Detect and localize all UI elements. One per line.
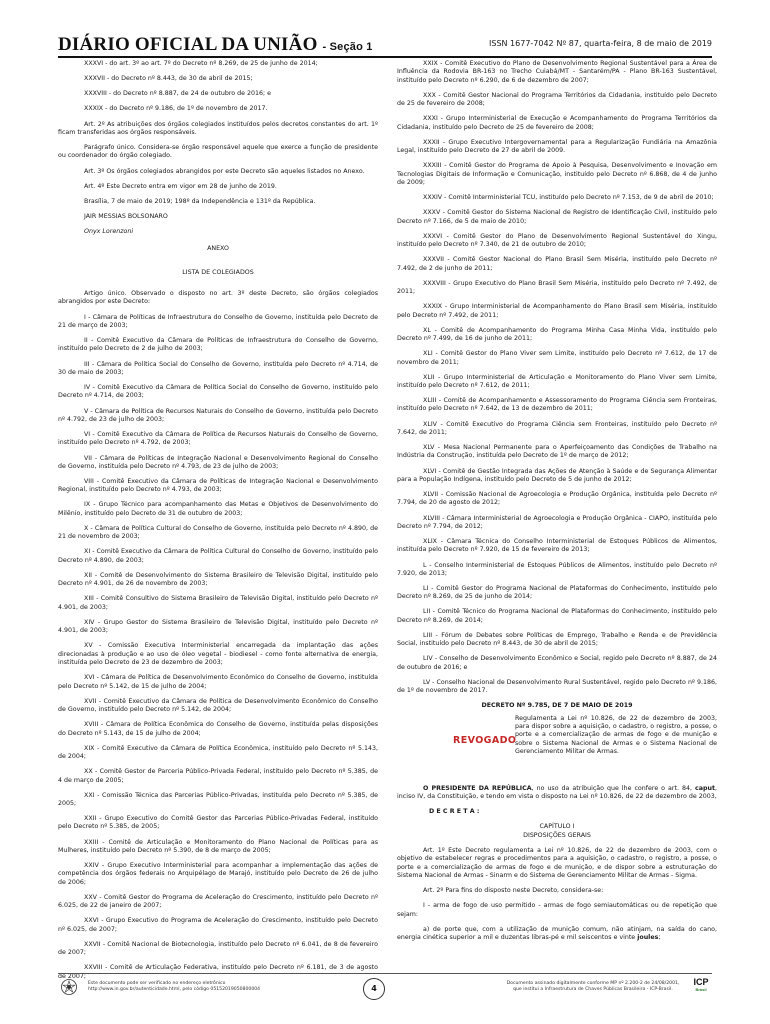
decree-paragraph: XXXVII - do Decreto nº 8.443, de 30 de abril de 2015;: [84, 75, 253, 83]
colegiado-item: XIII - Comitê Consultivo do Sistema Brasileiro de Televisão Digital, instituído pelo Decreto nº 4.901, de 2003;: [58, 595, 378, 611]
decree-header-block: [397, 715, 717, 779]
signature-line-2: que institui a Infraestrutura de Chaves Públicas Brasileira - ICP-Brasil.: [513, 987, 673, 992]
section-label: - Seção 1: [322, 41, 373, 53]
colegiado-item: XXV - Comitê Gestor do Programa de Aceleração do Crescimento, instituído pelo Decreto nº 6.025, de 22 de janeiro de 2007;: [58, 893, 378, 910]
colegiado-item: XLIX - Câmara Técnica do Conselho Interministerial de Estoques Públicos de Alimentos, instituída pelo Decreto nº 7.920, de 15 de fevereiro de 2013;: [397, 538, 717, 554]
authenticity-line-2: http://www.in.gov.br/autenticidade.html, pelo código 05152019050800004: [88, 987, 261, 992]
item-a-joules: joules: [637, 934, 659, 942]
signer-name: JAIR MESSIAS BOLSONARO: [84, 212, 168, 220]
newspaper-title: [58, 34, 373, 56]
colegiado-item: LII - Comitê Técnico do Programa Nacional de Plataformas do Conhecimento, instituído pelo Decreto nº 8.269, de 2014;: [397, 608, 717, 624]
colegiado-item: XVIII - Câmara de Política Econômica do Conselho de Governo, instituída pelas disposições do Decreto nº 5.143, de 15 de julho de 2004;: [58, 721, 378, 737]
colegiados-list-continued: [397, 60, 717, 696]
preamble-caput: caput: [694, 784, 715, 792]
colegiado-item: IX - Grupo Técnico para acompanhamento das Metas e Objetivos de Desenvolvimento do Milênio, instituído pelo Decreto de 31 de outubro de 2003;: [58, 501, 378, 517]
colegiado-item: L - Conselho Interministerial de Estoques Públicos de Alimentos, instituído pelo Decreto nº 7.920, de 2013;: [397, 561, 717, 577]
right-column: [397, 60, 717, 949]
colegiado-item: XXX - Comitê Gestor Nacional do Programa Territórios da Cidadania, instituído pelo Decreto de 25 de fevereiro de 2008;: [397, 91, 717, 108]
article-2: Art. 2º Para fins do disposto neste Decreto, considera-se:: [423, 887, 604, 895]
colegiado-item: XLVI - Comitê de Gestão Integrada das Ações de Atenção à Saúde e de Segurança Alimentar para a População Indígena, instituído pelo Decreto de 5 de junho de 2012;: [397, 467, 717, 483]
colegiado-item: XLVII - Comissão Nacional de Agroecologia e Produção Orgânica, instituída pelo Decreto nº 7.794, de 20 de agosto de 2012;: [397, 491, 717, 507]
colegiado-item: XLVIII - Câmara Interministerial de Agroecologia e Produção Orgânica - CIAPO, instituída pelo Decreto nº 7.794, de 2012;: [397, 514, 717, 530]
colegiado-item: XXXII - Grupo Executivo Intergovernamental para a Regularização Fundiária na Amazônia Legal, instituído pelo Decreto de 27 de abril de 2009.: [397, 138, 717, 155]
colegiado-item: XIV - Grupo Gestor do Sistema Brasileiro de Televisão Digital, instituído pelo Decreto nº 4.901, de 2003;: [58, 618, 378, 635]
colegiado-item: LV - Conselho Nacional de Desenvolvimento Rural Sustentável, regido pelo Decreto nº 9.186, de 1º de novembro de 2017.: [397, 678, 717, 695]
decree-paragraph: Art. 2º As atribuições dos órgãos colegiados instituídos pelos decretos constantes do art. 1º ficam transferidas aos órgãos responsáveis.: [58, 120, 378, 136]
colegiado-item: VIII - Comitê Executivo da Câmara de Políticas de Integração Nacional e Desenvolvimento Regional, instituído pelo Decreto nº 4.793, de 2003;: [58, 478, 378, 494]
colegiado-item: XII - Comitê de Desenvolvimento do Sistema Brasileiro de Televisão Digital, instituído pelo Decreto nº 4.901, de 26 de novembro de 2003;: [58, 571, 378, 588]
authenticity-note: [88, 981, 288, 993]
title-text: DIÁRIO OFICIAL DA UNIÃO: [58, 34, 318, 55]
edition-date: Nº 87, quarta-feira, 8 de maio de 2019: [556, 39, 712, 48]
decreta-heading: D E C R E T A :: [429, 808, 480, 816]
decree-paragraph: XXXVI - do art. 3º ao art. 7º do Decreto nº 8.269, de 25 de junho de 2014;: [84, 60, 318, 67]
colegiado-item: XX - Comitê Gestor de Parceria Público-Privada Federal, instituído pelo Decreto nº 5.385, de 4 de março de 2005;: [58, 768, 378, 784]
page-footer: [58, 974, 712, 1002]
decree-paragraph: Parágrafo único. Considera-se órgão responsável aquele que exerce a função de presidente ou coordenador do órgão colegiado.: [58, 144, 378, 160]
chapter-title: DISPOSIÇÕES GERAIS: [523, 831, 591, 839]
colegiado-item: XXXV - Comitê Gestor do Sistema Nacional de Registro de Identificação Civil, instituído pelo Decreto nº 7.166, de 5 de maio de 2010;: [397, 209, 717, 225]
signature-line-1: Documento assinado digitalmente conforme MP nº 2.200-2 de 24/08/2001,: [506, 981, 680, 986]
colegiado-item: VII - Câmara de Políticas de Integração Nacional e Desenvolvimento Regional do Conselho de Governo, instituída pelo Decreto nº 4.793, de 23 de julho de 2003;: [58, 454, 378, 470]
colegiado-item: V - Câmara de Política de Recursos Naturais do Conselho de Governo, instituída pelo Decreto nº 4.792, de 23 de julho de 2003;: [58, 407, 378, 423]
colegiado-item: II - Comitê Executivo da Câmara de Políticas de Infraestrutura do Conselho de Governo, instituído pelo Decreto de 2 de julho de 2003;: [58, 337, 378, 353]
decree-title: DECRETO Nº 9.785, DE 7 DE MAIO DE 2019: [481, 702, 633, 710]
brasao-republica-icon: [60, 978, 78, 996]
colegiado-item: XI - Comitê Executivo da Câmara de Política Cultural do Conselho de Governo, instituído pelo Decreto nº 4.890, de 2003;: [58, 548, 378, 564]
colegiado-item: LIV - Conselho de Desenvolvimento Econômico e Social, regido pelo Decreto nº 8.887, de 24 de outubro de 2016; e: [397, 655, 717, 671]
colegiado-item: XXIX - Comitê Executivo do Plano de Desenvolvimento Regional Sustentável para a Área de Influência da Rodovia BR-163 no Trecho Cuiabá/MT - Santarém/PA - Plano BR-163 Sustentável, instituído pelo Decreto nº 6.290, de 6 de dezembro de 2007;: [397, 60, 717, 84]
preamble-text-end: , inciso IV, da Constituição, e tendo em vista o disposto na Lei nº 10.826, de 22 de dezembro de 2003,: [397, 784, 717, 801]
colegiado-item: I - Câmara de Políticas de Infraestrutura do Conselho de Governo, instituída pelo Decreto de 21 de março de 2003;: [58, 313, 378, 329]
signature-note: [502, 981, 684, 993]
colegiado-item: XVII - Comitê Executivo da Câmara de Política de Desenvolvimento Econômico do Conselho de Governo, instituído pelo Decreto nº 5.142, de 2004;: [58, 697, 378, 714]
decree-ementa: Regulamenta a Lei nº 10.826, de 22 de dezembro de 2003, para dispor sobre a aquisição, o cadastro, o registro, a posse, o porte e a comercialização de armas de fogo e de munição e sobre o Sistema Nacional de Armas e o Sistema Nacional de Gerenciamento Militar de Armas.: [515, 714, 717, 756]
colegiado-item: XXXVIII - Grupo Executivo do Plano Brasil Sem Miséria, instituído pelo Decreto nº 7.492, de 2011;: [397, 279, 717, 296]
colegiado-item: Artigo único. Observado o disposto no art. 3º deste Decreto, são órgãos colegiados abrangidos por este Decreto:: [58, 290, 378, 306]
header-rule: [58, 56, 712, 58]
colegiado-item: XVI - Câmara de Política de Desenvolvimento Econômico do Conselho de Governo, instituída pelo Decreto nº 5.142, de 15 de julho de 2004;: [58, 674, 378, 690]
colegiado-item: XLI - Comitê Gestor do Plano Viver sem Limite, instituído pelo Decreto nº 7.612, de 17 de novembro de 2011;: [397, 350, 717, 366]
decree-paragraph: XXXIX - do Decreto nº 9.186, de 1º de novembro de 2017.: [84, 105, 268, 113]
list-title: LISTA DE COLEGIADOS: [182, 268, 254, 276]
colegiado-item: XXXVII - Comitê Gestor Nacional do Plano Brasil Sem Miséria, instituído pelo Decreto nº 7.492, de 2 de junho de 2011;: [397, 256, 717, 272]
colegiado-item: XXXIX - Grupo Interministerial de Acompanhamento do Plano Brasil sem Miséria, instituído pelo Decreto nº 7.492, de 2011;: [397, 303, 717, 319]
decree-paragraph: Brasília, 7 de maio de 2019; 198º da Independência e 131º da República.: [84, 197, 316, 205]
colegiado-item: LI - Comitê Gestor do Programa Nacional de Plataformas do Conhecimento, instituído pelo Decreto nº 8.269, de 25 de junho de 2014;: [397, 585, 717, 601]
item-a-end: ;: [658, 934, 661, 942]
preamble: [397, 785, 717, 802]
colegiado-item: XLIV - Comitê Executivo do Programa Ciência sem Fronteiras, instituído pelo Decreto nº 7.642, de 2011;: [397, 420, 717, 436]
colegiado-item: XXII - Grupo Executivo do Comitê Gestor das Parcerias Público-Privadas Federal, instituído pelo Decreto nº 5.385, de 2005;: [58, 815, 378, 831]
page-header: [58, 34, 712, 56]
colegiado-item: XIX - Comitê Executivo da Câmara de Política Econômica, instituído pelo Decreto nº 5.143, de 2004;: [58, 744, 378, 761]
authenticity-line-1: Este documento pode ser verificado no endereço eletrônico: [88, 981, 226, 986]
article-2-item-i: I - arma de fogo de uso permitido - armas de fogo semiautomáticas ou de repetição que sejam:: [397, 902, 717, 918]
issn: ISSN 1677-7042: [489, 39, 554, 48]
colegiado-item: XL - Comitê de Acompanhamento do Programa Minha Casa Minha Vida, instituído pelo Decreto nº 7.499, de 16 de junho de 2011;: [397, 326, 717, 343]
page-number: 4: [363, 978, 385, 1000]
colegiado-item: VI - Comitê Executivo da Câmara de Política de Recursos Naturais do Conselho de Governo, instituído pelo Decreto nº 4.792, de 2003;: [58, 431, 378, 447]
decree-paragraph: Art. 3º Os órgãos colegiados abrangidos por este Decreto são aqueles listados no Anexo.: [84, 167, 365, 175]
revogado-stamp: REVOGADO: [453, 734, 517, 746]
signer-minister: Onyx Lorenzoni: [84, 228, 134, 236]
colegiado-item: XLV - Mesa Nacional Permanente para o Aperfeiçoamento das Condições de Trabalho na Indústria da Construção, instituída pelo Decreto de 1º de março de 2012;: [397, 444, 717, 460]
colegiado-item: IV - Comitê Executivo da Câmara de Política Social do Conselho de Governo, instituído pelo Decreto nº 4.714, de 2003;: [58, 384, 378, 400]
colegiado-item: XXXI - Grupo Interministerial de Execução e Acompanhamento do Programa Territórios da Cidadania, instituído pelo Decreto de 25 de fevereiro de 2008;: [397, 115, 717, 131]
annex-title: ANEXO: [207, 245, 229, 253]
decree-paragraph: Art. 4º Este Decreto entra em vigor em 28 de junho de 2019.: [84, 182, 277, 190]
colegiado-item: XXIII - Comitê de Articulação e Monitoramento do Plano Nacional de Políticas para as Mulheres, instituído pelo Decreto nº 5.390, de 8 de março de 2005;: [58, 838, 378, 854]
decree-articles: [58, 60, 378, 206]
colegiado-item: XXXIV - Comitê Interministerial TCU, instituído pelo Decreto nº 7.153, de 9 de abril de 2010;: [423, 194, 714, 202]
icp-logo-sub: Brasil: [695, 987, 707, 992]
colegiado-item: XXXIII - Comitê Gestor do Programa de Apoio à Pesquisa, Desenvolvimento e Inovação em Tecnologias Digitais de Informação e Comunicação, instituído pelo Decreto nº 6.868, de 4 de junho de 2009;: [397, 162, 717, 186]
colegiado-item: XLIII - Comitê de Acompanhamento e Assessoramento do Programa Ciência sem Fronteiras, instituído pelo Decreto nº 7.642, de 13 de dezembro de 2011;: [397, 397, 717, 413]
article-2-item-a: [397, 926, 717, 943]
colegiado-item: XXXVI - Comitê Gestor do Plano de Desenvolvimento Regional Sustentável do Xingu, instituído pelo Decreto nº 7.340, de 21 de outubro de 2010;: [397, 232, 717, 249]
colegiado-item: XXVIII - Comitê de Articulação Federativa, instituído pelo Decreto nº 6.181, de 3 de agosto de 2007;: [58, 964, 378, 980]
colegiado-item: X - Câmara de Política Cultural do Conselho de Governo, instituída pelo Decreto nº 4.890, de 21 de novembro de 2003;: [58, 524, 378, 541]
colegiado-item: XLII - Grupo Interministerial de Articulação e Monitoramento do Plano Viver sem Limite, instituído pelo Decreto nº 7.612, de 2011;: [397, 373, 717, 389]
colegiado-item: XXIV - Grupo Executivo Interministerial para acompanhar a implementação das ações de competência dos órgãos federais no Arquipélago de Marajó, instituído pelo Decreto de 26 de julho de 2006;: [58, 862, 378, 886]
preamble-president: O PRESIDENTE DA REPÚBLICA: [423, 784, 532, 792]
colegiado-item: XXVI - Grupo Executivo do Programa de Aceleração do Crescimento, instituído pelo Decreto nº 6.025, de 2007;: [58, 917, 378, 933]
decree-paragraph: XXXVIII - do Decreto nº 8.887, de 24 de outubro de 2016; e: [84, 90, 272, 98]
colegiado-item: XV - Comissão Executiva Interministerial encarregada da implantação das ações direcionadas à produção e ao uso de óleo vegetal - biodiesel - como fonte alternativa de energia, instituída pelo Decreto de 23 de dezembro de 2003;: [58, 642, 378, 667]
icp-logo-text: ICP: [693, 977, 709, 987]
colegiado-item: III - Câmara de Política Social do Conselho de Governo, instituída pelo Decreto nº 4.714, de 30 de maio de 2003;: [58, 360, 378, 376]
article-1: Art. 1º Este Decreto regulamenta a Lei nº 10.826, de 22 de dezembro de 2003, com o objetivo de estabelecer regras e procedimentos para a aquisição, o cadastro, o registro, a posse, o porte e a comercialização de armas de fogo e de munição, e de dispor sobre a estruturação do Sistema Nacional de Armas - Sinarm e do Sistema de Gerenciamento Militar de Armas - Sigma.: [397, 846, 717, 879]
chapter-number: CAPÍTULO I: [539, 823, 575, 831]
colegiado-item: XXVII - Comitê Nacional de Biotecnologia, instituído pelo Decreto nº 6.041, de 8 de fevereiro de 2007;: [58, 940, 378, 957]
colegiado-item: LIII - Fórum de Debates sobre Políticas de Emprego, Trabalho e Renda e de Previdência Social, instituído pelo Decreto nº 8.443, de 30 de abril de 2015;: [397, 631, 717, 648]
left-column: [58, 60, 378, 988]
item-a-text: a) de porte que, com a utilização de munição comum, não atinjam, na saída do cano, energia cinética superior a mil e duzentas libras-pé e mil seiscentos e vinte: [397, 925, 717, 942]
colegiados-list: [58, 290, 378, 981]
colegiado-item: XXI - Comissão Técnica das Parcerias Público-Privadas, instituída pelo Decreto nº 5.385, de 2005;: [58, 791, 378, 807]
preamble-text: , no uso da atribuição que lhe confere o art. 84,: [531, 784, 692, 792]
icp-brasil-logo: [690, 977, 712, 999]
